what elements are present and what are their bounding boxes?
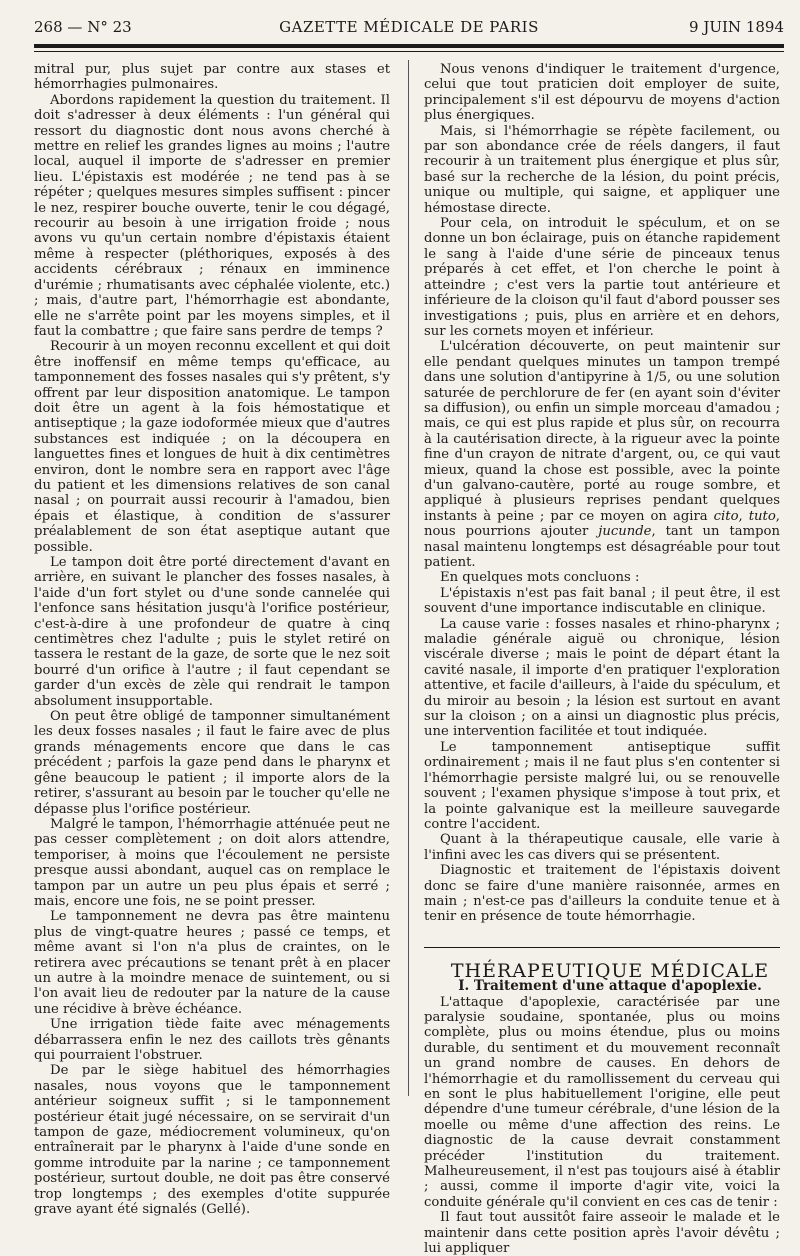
paragraph: Recourir à un moyen reconnu excellent et qui doit être inoffensif en même temps qu'efficace, au tamponnement des fosses nasales qui s'y prêtent, s'y offrent par leur disposition anatomique. Le tampon doit être un agent à la fois hémostatique et antiseptique ; la gaze iodoformée mieux que d'autres substances est indiquée ; on la découpera en languettes fines et longues de huit à dix centimètres environ, dont le nombre sera en rapport avec l'âge du patient et les dimensions relatives de son canal nasal ; on pourrait aussi recourir à l'amadou, bien épais et élastique, à condition de s'assurer préalablement de son état aseptique autant que possible. xyxy=(34,339,390,555)
paragraph: Malgré le tampon, l'hémorrhagie atténuée peut ne pas cesser complètement ; on doit alors attendre, temporiser, à moins que l'écoulement ne persiste presque aussi abondant, auquel cas on remplace le tampon par un autre un peu plus épais et serré ; mais, encore une fois, ne se point presser. xyxy=(34,816,390,909)
paragraph: Quant à la thérapeutique causale, elle varie à l'infini avec les cas divers qui se présentent. xyxy=(424,832,780,863)
section-title: THÉRAPEUTIQUE MÉDICALE xyxy=(450,959,770,982)
paragraph: Le tampon doit être porté directement d'avant en arrière, en suivant le plancher des fosses nasales, à l'aide d'un fort stylet ou d'une sonde cannelée qui l'enfonce sans hésitation jusqu'à l'orifice postérieur, c'est-à-dire à une profondeur de quatre à cinq centimètres chez l'adulte ; puis le stylet retiré on tassera le restant de la gaze, de sorte que le nez soit bourré d'un orifice à l'autre ; il faut cependant se garder d'un excès de zèle qui rendrait le tampon absolument insupportable. xyxy=(34,555,390,709)
paragraph: Pour cela, on introduit le spéculum, et on se donne un bon éclairage, puis on étanche rapidement le sang à l'aide d'une série de pinceaux tenus préparés à cet effet, et l'on cherche le point à atteindre ; c'est vers la partie tout antérieure et inférieure de la cloison qu'il faut d'abord pousser ses investigations ; puis, plus en arrière et en dehors, sur les cornets moyen et inférieur. xyxy=(424,216,780,339)
paragraph-text: , nous pourrions ajouter xyxy=(424,508,780,540)
paragraph-text: L'ulcération découverte, on peut maintenir sur elle pendant quelques minutes un tampon trempé dans une solution d'antipyrine à 1/5, ou une solution saturée de perchlorure de fer (en ayant soin d'éviter sa diffusion), ou enfin un simple morceau d'amadou ; mais, ce qui est plus rapide et plus sûr, on recourra à la cautérisation directe, à la rigueur avec la pointe fine d'un crayon de nitrate d'argent, ou, ce qui vaut mieux, quand la chose est possible, avec la pointe d'un galvano-cautère, porté au rouge sombre, et appliqué à plusieurs reprises pendant quelques instants à peine ; par ce moyen on agira xyxy=(424,339,780,524)
section-rule xyxy=(424,947,780,948)
paragraph: En quelques mots concluons : xyxy=(440,570,640,586)
page-number-issue: 268 — N° 23 xyxy=(34,18,132,36)
header-rule-thick xyxy=(34,44,784,48)
paragraph: Il faut tout aussitôt faire asseoir le malade et le maintenir dans cette position après l'avoir dévêtu ; lui appliquer xyxy=(424,1210,780,1256)
header-rule-thin xyxy=(34,51,784,52)
italic-term: jucunde xyxy=(598,524,652,540)
paragraph: On peut être obligé de tamponner simultanément les deux fosses nasales ; il faut le faire avec de plus grands ménagements encore que dans le cas précédent ; parfois la gaze pend dans le pharynx et gêne beaucoup le patient ; il importe alors de la retirer, s'assurant au besoin par le toucher qu'elle ne dépasse plus l'orifice postérieur. xyxy=(34,709,390,817)
page-header xyxy=(34,18,784,40)
journal-title: GAZETTE MÉDICALE DE PARIS xyxy=(279,18,539,36)
column-separator xyxy=(408,60,409,1096)
page-number: 268 xyxy=(34,18,63,36)
italic-term: cito xyxy=(713,508,739,524)
paragraph: Une irrigation tiède faite avec ménagements débarrassera enfin le nez des caillots très gênants qui pourraient l'obstruer. xyxy=(34,1017,390,1063)
subsection-title: I. Traitement d'une attaque d'apoplexie. xyxy=(458,978,762,995)
paragraph: Mais, si l'hémorrhagie se répète facilement, ou par son abondance crée de réels dangers, il faut recourir à un traitement plus énergique et plus sûr, basé sur la recherche de la lésion, du point précis, unique ou multiple, qui saigne, et appliquer une hémostase directe. xyxy=(424,123,780,216)
paragraph: L'épistaxis n'est pas fait banal ; il peut être, il est souvent d'une importance indiscutable en clinique. xyxy=(424,585,780,617)
paragraph: Diagnostic et traitement de l'épistaxis doivent donc se faire d'une manière raisonnée, armes en main ; n'est-ce pas d'ailleurs la conduite tenue et à tenir en présence de toute hémorrhagie. xyxy=(424,863,780,925)
issue-date: 9 JUIN 1894 xyxy=(689,18,784,36)
italic-term: tuto xyxy=(748,508,776,524)
paragraph: La cause varie : fosses nasales et rhino-pharynx ; maladie générale aiguë ou chronique, lésion viscérale diverse ; mais le point de départ étant la cavité nasale, il importe d'en pratiquer l'exploration attentive, et facile d'ailleurs, à l'aide du spéculum, et du miroir au besoin ; la lésion est surtout en avant sur la cloison ; on a ainsi un diagnostic plus précis, une intervention facilitée et tout indiquée. xyxy=(424,616,780,740)
paragraph: mitral pur, plus sujet par contre aux stases et hémorrhagies pulmonaires. xyxy=(34,62,390,93)
paragraph: Abordons rapidement la question du traitement. Il doit s'adresser à deux éléments : l'un général qui ressort du diagnostic dont nous avons cherché à mettre en relief les grandes lignes au moins ; l'autre local, auquel il importe de s'adresser en premier lieu. L'épistaxis est modérée ; ne tend pas à se répéter ; quelques mesures simples suffisent : pincer le nez, respirer bouche ouverte, tenir le cou dégagé, recourir au besoin à une irrigation froide ; nous avons vu qu'un certain nombre d'épistaxis étaient même à respecter (pléthoriques, exposés à des accidents cérébraux ; rénaux en imminence d'urémie ; rhumatisants avec céphalée violente, etc.) ; mais, d'autre part, l'hémorrhagie est abondante, elle ne s'arrête point par les moyens simples, et il faut la combattre ; que faire sans perdre de temps ? xyxy=(34,92,390,339)
paragraph: De par le siège habituel des hémorrhagies nasales, nous voyons que le tamponnement antérieur soigneux suffit ; si le tamponnement postérieur était jugé nécessaire, on se servirait d'un tampon de gaze, médiocrement volumineux, qu'on entraînerait par le pharynx à l'aide d'une sonde en gomme introduite par la narine ; ce tamponnement postérieur, surtout double, ne doit pas être conservé trop longtemps ; des exemples d'otite suppurée grave ayant été signalés (Gellé). xyxy=(34,1063,390,1218)
paragraph-text: , tant un tampon nasal maintenu longtemps est désagréable pour tout patient. xyxy=(424,524,780,570)
left-column xyxy=(34,62,390,1217)
paragraph: Le tamponnement antiseptique suffit ordinairement ; mais il ne faut plus s'en contenter si l'hémorrhagie persiste malgré lui, ou se renouvelle souvent ; l'examen physique s'impose à tout prix, et la pointe galvanique est la meilleure sauvegarde contre l'accident. xyxy=(424,739,780,832)
paragraph: Nous venons d'indiquer le traitement d'urgence, celui que tout praticien doit employer de suite, principalement s'il est dépourvu de moyens d'action plus énergiques. xyxy=(424,62,780,124)
paragraph: Le tamponnement ne devra pas être maintenu plus de vingt-quatre heures ; passé ce temps, et même avant si l'on n'a plus de craintes, on le retirera avec précautions se tenant prêt à en placer un autre à la moindre menace de suintement, ou si l'on avait lieu de redouter par la nature de la cause une récidive à brève échéance. xyxy=(34,909,390,1017)
issue-number: N° 23 xyxy=(87,18,132,36)
right-column xyxy=(424,62,780,1256)
paragraph-text: , xyxy=(738,508,749,524)
paragraph-cautery xyxy=(424,339,780,570)
paragraph: L'attaque d'apoplexie, caractérisée par une paralysie soudaine, spontanée, plus ou moins complète, plus ou moins étendue, plus ou moins durable, du sentiment et du mouvement reconnaît un grand nombre de causes. En dehors de l'hémorrhagie et du ramollissement du cerveau qui en sont le plus habituellement l'origine, elle peut dépendre d'une tumeur cérébrale, d'une lésion de la moelle ou même d'une affection des reins. Le diagnostic de la cause devrait constamment précéder l'institution du traitement. Malheureusement, il n'est pas toujours aisé à établir ; aussi, comme il importe d'agir vite, voici la conduite générale qu'il convient en ces cas de tenir : xyxy=(424,994,780,1210)
